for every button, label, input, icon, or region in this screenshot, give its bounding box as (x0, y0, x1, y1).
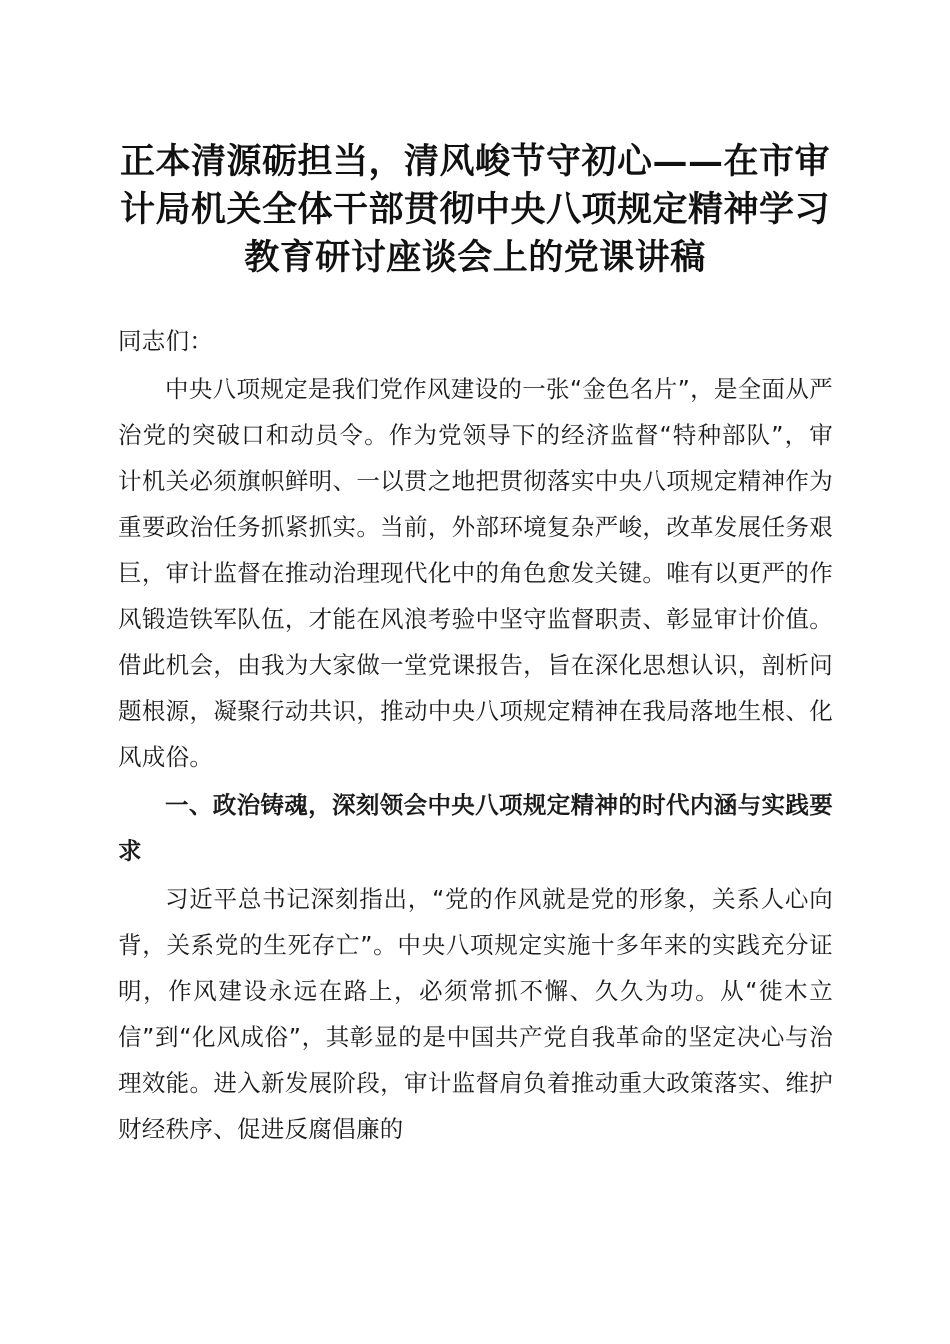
section-heading: 一、政治铸魂，深刻领会中央八项规定精神的时代内涵与实践要求 (118, 791, 833, 865)
intro-paragraph: 中央八项规定是我们党作风建设的一张“金色名片”，是全面从严治党的突破口和动员令。作为党领导下的经济监督“特种部队”，审计机关必须旗帜鲜明、一以贯之地把贯彻落实中央八项规定精神作为重要政治任务抓紧抓实。当前，外部环境复杂严峻，改革发展任务艰巨，审计监督在推动治理现代化中的角色愈发关键。唯有以更严的作风锻造铁军队伍，才能在风浪考验中坚守监督职责、彰显审计价值。借此机会，由我为大家做一堂党课报告，旨在深化思想认识，剖析问题根源，凝聚行动共识，推动中央八项规定精神在我局落地生根、化风成俗。 (118, 375, 833, 771)
document-title: 正本清源砺担当，清风峻节守初心——在市审计局机关全体干部贯彻中央八项规定精神学习教育研讨座谈会上的党课讲稿 (119, 141, 830, 278)
section-paragraph: 习近平总书记深刻指出，“党的作风就是党的形象，关系人心向背，关系党的生死存亡”。中央八项规定实施十多年来的实践充分证明，作风建设永远在路上，必须常抓不懈、久久为功。从“徙木立信”到“化风成俗”，其彰显的是中国共产党自我革命的坚定决心与治理效能。进入新发展阶段，审计监督肩负着推动重大政策落实、维护财经秩序、促进反腐倡廉的 (118, 885, 833, 1143)
salutation: 同志们： (118, 327, 214, 355)
document-body (118, 318, 833, 1152)
